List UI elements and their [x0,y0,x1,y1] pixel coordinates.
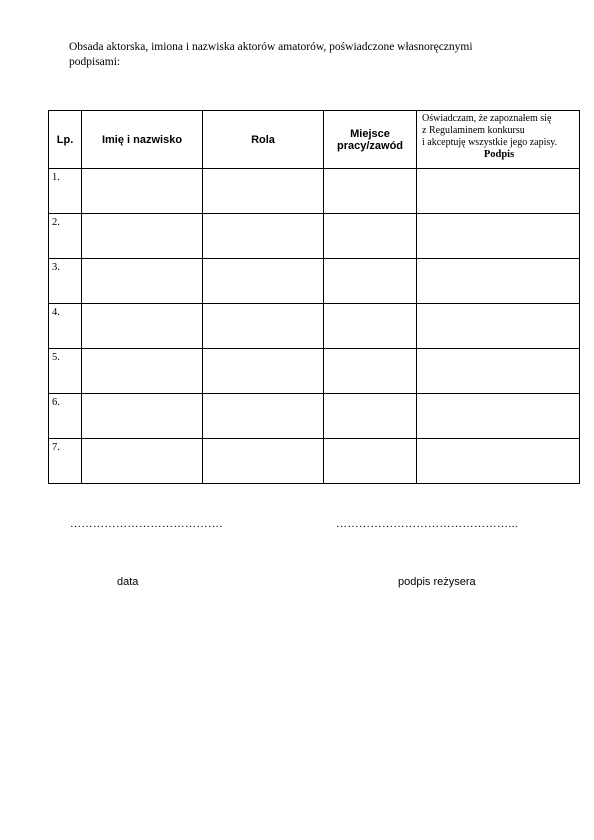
signature-cell[interactable] [417,169,580,214]
workplace-cell[interactable] [324,259,417,304]
table-header-row [49,111,580,169]
role-cell[interactable] [203,394,324,439]
role-cell[interactable] [203,259,324,304]
row-number: 1. [49,169,82,214]
workplace-cell[interactable] [324,304,417,349]
row-number: 5. [49,349,82,394]
table-row [49,349,580,394]
header-workplace [324,111,417,169]
header-role: Rola [203,111,324,169]
date-signature-line[interactable]: …………………………………. [70,518,223,530]
director-signature-label: podpis reżysera [398,576,476,588]
workplace-cell[interactable] [324,349,417,394]
intro-line-1: Obsada aktorska, imiona i nazwiska aktorów amatorów, poświadczone własnoręcznymi [69,41,473,53]
table-row [49,394,580,439]
signature-cell[interactable] [417,304,580,349]
header-lp: Lp. [49,111,82,169]
date-label: data [117,576,139,588]
signature-cell[interactable] [417,349,580,394]
director-signature-line[interactable]: ………………………………………... [336,518,519,530]
header-workplace-line-1: Miejsce [350,127,390,140]
workplace-cell[interactable] [324,394,417,439]
header-workplace-line-2: pracy/zawód [336,139,404,152]
header-signature: Podpis [483,149,515,160]
table-row [49,169,580,214]
signature-cell[interactable] [417,214,580,259]
table-row [49,214,580,259]
row-number: 6. [49,394,82,439]
role-cell[interactable] [203,439,324,484]
signature-cell[interactable] [417,259,580,304]
workplace-cell[interactable] [324,214,417,259]
signature-cell[interactable] [417,439,580,484]
name-cell[interactable] [82,259,203,304]
name-cell[interactable] [82,394,203,439]
declaration-line-3: i akceptuję wszystkie jego zapisy. [422,137,558,148]
row-number: 2. [49,214,82,259]
header-declaration [417,111,580,169]
role-cell[interactable] [203,214,324,259]
name-cell[interactable] [82,169,203,214]
declaration-line-1: Oświadczam, że zapoznałem się [422,113,552,124]
signature-cell[interactable] [417,394,580,439]
role-cell[interactable] [203,169,324,214]
table-row [49,259,580,304]
role-cell[interactable] [203,349,324,394]
row-number: 3. [49,259,82,304]
name-cell[interactable] [82,349,203,394]
name-cell[interactable] [82,304,203,349]
name-cell[interactable] [82,214,203,259]
intro-line-2: podpisami: [69,56,121,68]
workplace-cell[interactable] [324,169,417,214]
name-cell[interactable] [82,439,203,484]
cast-table [48,110,580,484]
row-number: 4. [49,304,82,349]
header-name: Imię i nazwisko [82,111,203,169]
table-row [49,304,580,349]
intro-text [69,40,539,70]
declaration-line-2: z Regulaminem konkursu [422,125,525,136]
table-row [49,439,580,484]
workplace-cell[interactable] [324,439,417,484]
row-number: 7. [49,439,82,484]
role-cell[interactable] [203,304,324,349]
